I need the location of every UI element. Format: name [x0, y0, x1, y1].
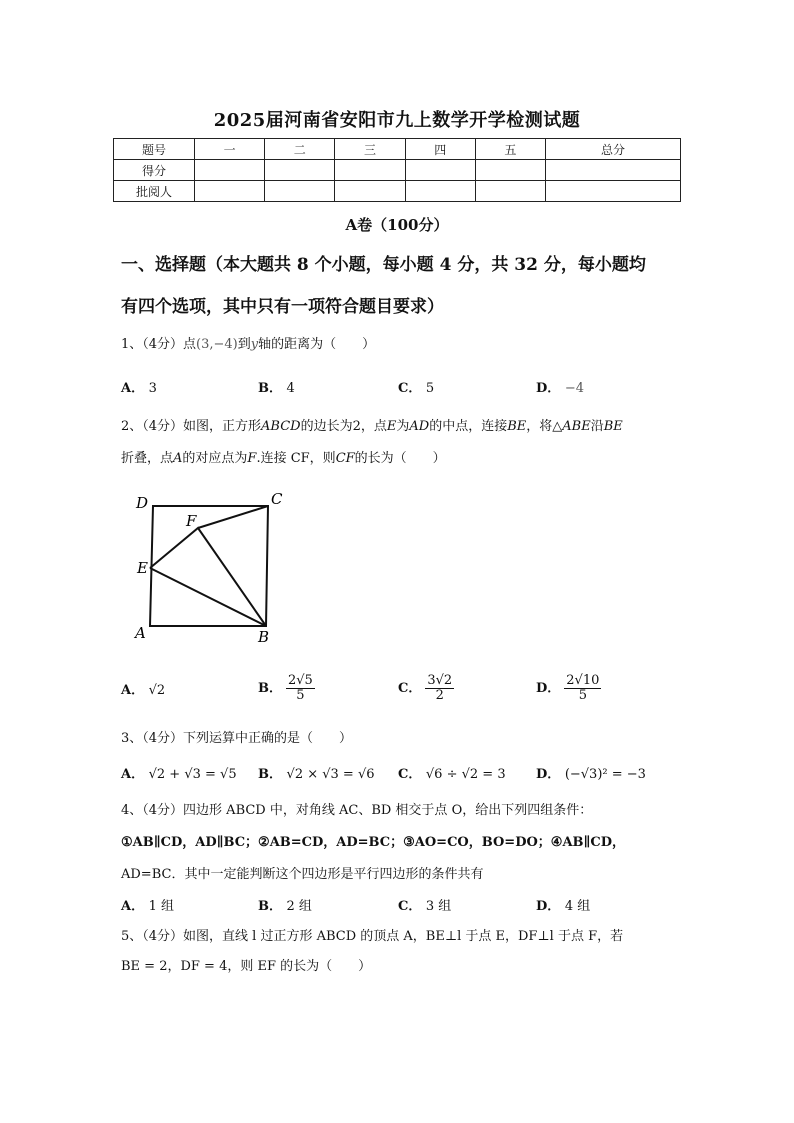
score-table-cell: 五: [475, 139, 545, 160]
score-table-row: [114, 160, 681, 181]
q2-square-figure: [128, 488, 288, 648]
q3-option-b[interactable]: B． √2 × √3 = √6: [258, 767, 375, 782]
q2-option-a[interactable]: A． √2: [121, 683, 166, 698]
q3-option-d[interactable]: D． (−√3)² = −3: [536, 767, 646, 782]
q1-option-c[interactable]: C． 5: [398, 381, 435, 396]
volume-heading: A卷（100分）: [345, 216, 449, 234]
score-table-cell: 一: [195, 139, 265, 160]
section-heading-line2: 有四个选项，其中只有一项符合题目要求）: [121, 297, 444, 317]
score-input-cell[interactable]: [195, 160, 265, 181]
question-1-stem: [121, 336, 691, 354]
question-5-stem-line2: BE = 2，DF = 4，则 EF 的长为（ ）: [121, 959, 372, 974]
q2-option-c[interactable]: C． $\frac{3√2}{2}$: [398, 673, 453, 703]
q2-option-b[interactable]: B． $\frac{2√5}{5}$: [258, 673, 313, 703]
q1-suffix: 轴的距离为（ ）: [258, 337, 376, 352]
score-input-cell[interactable]: [475, 160, 545, 181]
q1-axis: y: [250, 337, 259, 352]
section-heading-line1: 一、选择题（本大题共 8 个小题，每小题 4 分，共 32 分，每小题均: [121, 255, 646, 275]
score-table-cell: 三: [335, 139, 405, 160]
q4-option-a[interactable]: A． 1 组: [121, 899, 175, 914]
q3-option-c[interactable]: C． √6 ÷ √2 = 3: [398, 767, 506, 782]
score-table-cell: 总分: [546, 139, 681, 160]
score-input-cell[interactable]: [405, 181, 475, 202]
score-table-row: [114, 181, 681, 202]
question-4-stem-line1: 4、（4分）四边形 ABCD 中，对角线 AC、BD 相交于点 O，给出下列四组条件：: [121, 803, 593, 818]
score-table: [113, 138, 681, 202]
score-input-cell[interactable]: [195, 181, 265, 202]
q1-mid: 到: [237, 337, 251, 352]
score-row-label: 得分: [114, 160, 195, 181]
q1-option-a[interactable]: A． 3: [121, 381, 157, 396]
q4-option-c[interactable]: C． 3 组: [398, 899, 452, 914]
page-title: 2025届河南省安阳市九上数学开学检测试题: [213, 110, 581, 131]
question-2-stem-line1: 2、（4分）如图，正方形ABCD的边长为2，点E为AD的中点，连接BE，将△ABE沿BE: [121, 419, 623, 434]
question-4-stem-line2: ①AB∥CD，AD∥BC；②AB=CD，AD=BC；③AO=CO，BO=DO；④AB∥CD，: [121, 835, 626, 850]
question-5-stem-line1: 5、（4分）如图，直线 l 过正方形 ABCD 的顶点 A，BE⊥l 于点 E，DF⊥l 于点 F，若: [121, 929, 624, 944]
score-table-header-row: [114, 139, 681, 160]
score-input-cell[interactable]: [335, 160, 405, 181]
question-4-stem-line3: AD=BC．其中一定能判断这个四边形是平行四边形的条件共有: [121, 867, 484, 882]
figure-label-e: E: [137, 559, 148, 577]
q4-option-d[interactable]: D． 4 组: [536, 899, 591, 914]
question-2-stem-line2: 折叠，点A的对应点为F.连接 CF，则CF的长为（ ）: [121, 451, 446, 466]
q2-option-d[interactable]: D． $\frac{2√10}{5}$: [536, 673, 600, 703]
figure-label-a: A: [135, 624, 146, 642]
figure-label-d: D: [136, 494, 149, 512]
score-table-cell: 题号: [114, 139, 195, 160]
score-input-cell[interactable]: [265, 181, 335, 202]
score-table-cell: 二: [265, 139, 335, 160]
q1-point: (3,−4): [196, 337, 238, 352]
score-input-cell[interactable]: [405, 160, 475, 181]
q1-option-d[interactable]: D． −4: [536, 381, 584, 396]
score-input-cell[interactable]: [265, 160, 335, 181]
score-table-cell: 四: [405, 139, 475, 160]
figure-label-f: F: [186, 512, 197, 530]
figure-label-c: C: [271, 490, 283, 508]
figure-label-b: B: [258, 628, 270, 646]
question-3-stem: 3、（4分）下列运算中正确的是（ ）: [121, 731, 353, 746]
score-row-label: 批阅人: [114, 181, 195, 202]
q4-option-b[interactable]: B． 2 组: [258, 899, 312, 914]
score-input-cell[interactable]: [546, 160, 681, 181]
score-input-cell[interactable]: [546, 181, 681, 202]
q1-prefix: 1、（4分）点: [121, 337, 197, 352]
q1-option-b[interactable]: B． 4: [258, 381, 295, 396]
score-input-cell[interactable]: [475, 181, 545, 202]
score-input-cell[interactable]: [335, 181, 405, 202]
q3-option-a[interactable]: A． √2 + √3 = √5: [121, 767, 237, 782]
